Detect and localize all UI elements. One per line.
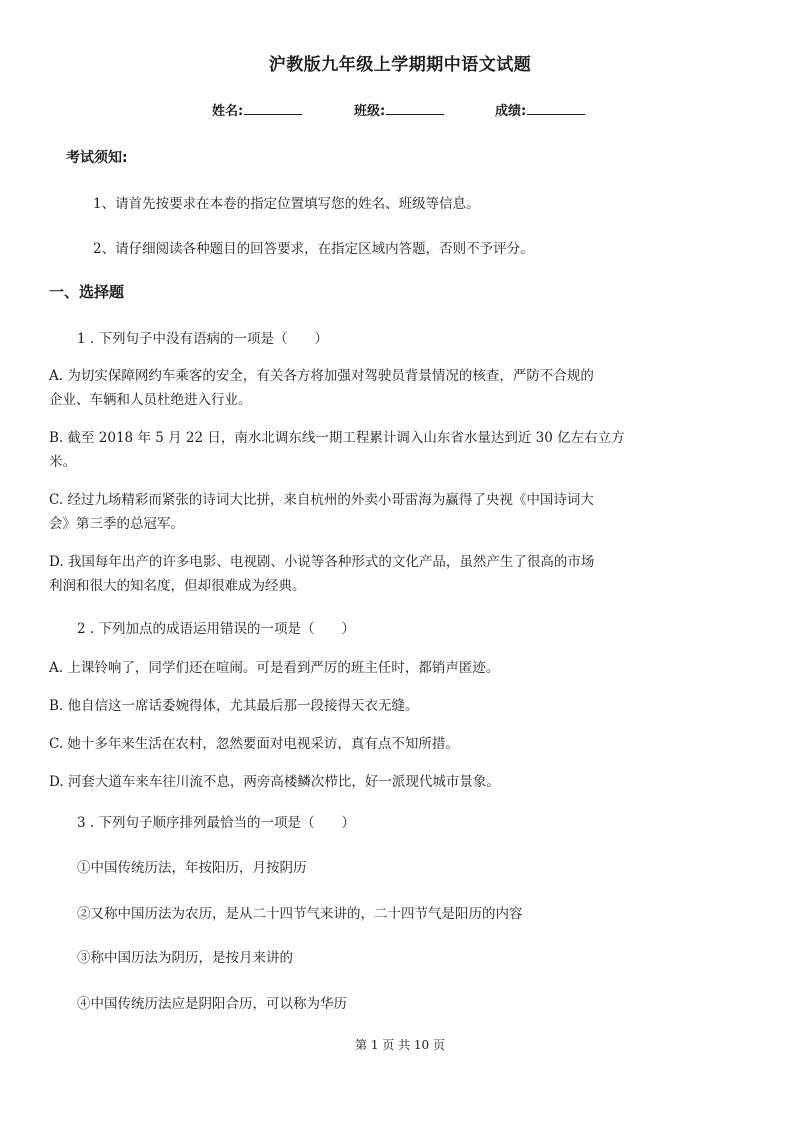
- notice-heading: 考试须知:: [66, 150, 128, 166]
- sentence-item: ①中国传统历法，年按阳历，月按阴历: [77, 860, 307, 876]
- question-option: [49, 364, 649, 412]
- score-field: [495, 100, 585, 119]
- question-option: C. 她十多年来生活在农村，忽然要面对电视采访，真有点不知所措。: [49, 736, 459, 752]
- sentence-item: ②又称中国历法为农历，是从二十四节气来讲的，二十四节气是阳历的内容: [77, 906, 523, 922]
- question-option: [49, 488, 649, 536]
- page-footer: 第 1 页 共 10 页: [355, 1038, 445, 1052]
- sentence-item: ③称中国历法为阴历，是按月来讲的: [77, 950, 293, 966]
- option-line: 利润和很大的知名度，但却很难成为经典。: [49, 578, 306, 594]
- score-label: 成绩:: [495, 104, 527, 119]
- question-stem: 3 . 下列句子顺序排列最恰当的一项是（ ）: [77, 815, 355, 831]
- class-label: 班级:: [354, 104, 386, 119]
- option-line: 会》第三季的总冠军。: [49, 516, 184, 532]
- option-line: 米。: [49, 454, 76, 470]
- class-blank: [386, 102, 444, 115]
- name-label: 姓名:: [212, 104, 244, 119]
- question-stem: 2 . 下列加点的成语运用错误的一项是（ ）: [77, 621, 355, 637]
- class-field: [354, 100, 444, 119]
- score-blank: [527, 102, 585, 115]
- question-option: A. 上课铃响了，同学们还在喧闹。可是看到严厉的班主任时，都销声匿迹。: [49, 660, 500, 676]
- option-line: A. 为切实保障网约车乘客的安全，有关各方将加强对驾驶员背景情况的核查，严防不合规的: [49, 368, 594, 384]
- option-line: 企业、车辆和人员杜绝进入行业。: [49, 392, 252, 408]
- option-line: B. 截至 2018 年 5 月 22 日，南水北调东线一期工程累计调入山东省水量达到近 30 亿左右立方: [49, 430, 625, 446]
- option-line: D. 我国每年出产的许多电影、电视剧、小说等各种形式的文化产品，虽然产生了很高的市场: [49, 554, 595, 570]
- option-line: C. 经过九场精彩而紧张的诗词大比拼，来自杭州的外卖小哥雷海为赢得了央视《中国诗词大: [49, 492, 594, 508]
- page-title: 沪教版九年级上学期期中语文试题: [268, 55, 532, 75]
- sentence-item: ④中国传统历法应是阴阳合历，可以称为华历: [77, 996, 347, 1012]
- name-field: [212, 100, 302, 119]
- question-option: [49, 550, 649, 598]
- question-option: [49, 426, 649, 474]
- question-stem: 1 . 下列句子中没有语病的一项是（ ）: [77, 331, 328, 347]
- name-blank: [244, 102, 302, 115]
- notice-item: 2、请仔细阅读各种题目的回答要求，在指定区域内答题，否则不予评分。: [93, 241, 534, 257]
- notice-item: 1、请首先按要求在本卷的指定位置填写您的姓名、班级等信息。: [93, 196, 480, 212]
- section-heading: 一、选择题: [49, 283, 125, 301]
- question-option: B. 他自信这一席话委婉得体，尤其最后那一段接得天衣无缝。: [49, 698, 419, 714]
- question-option: D. 河套大道车来车往川流不息，两旁高楼鳞次栉比，好一派现代城市景象。: [49, 774, 500, 790]
